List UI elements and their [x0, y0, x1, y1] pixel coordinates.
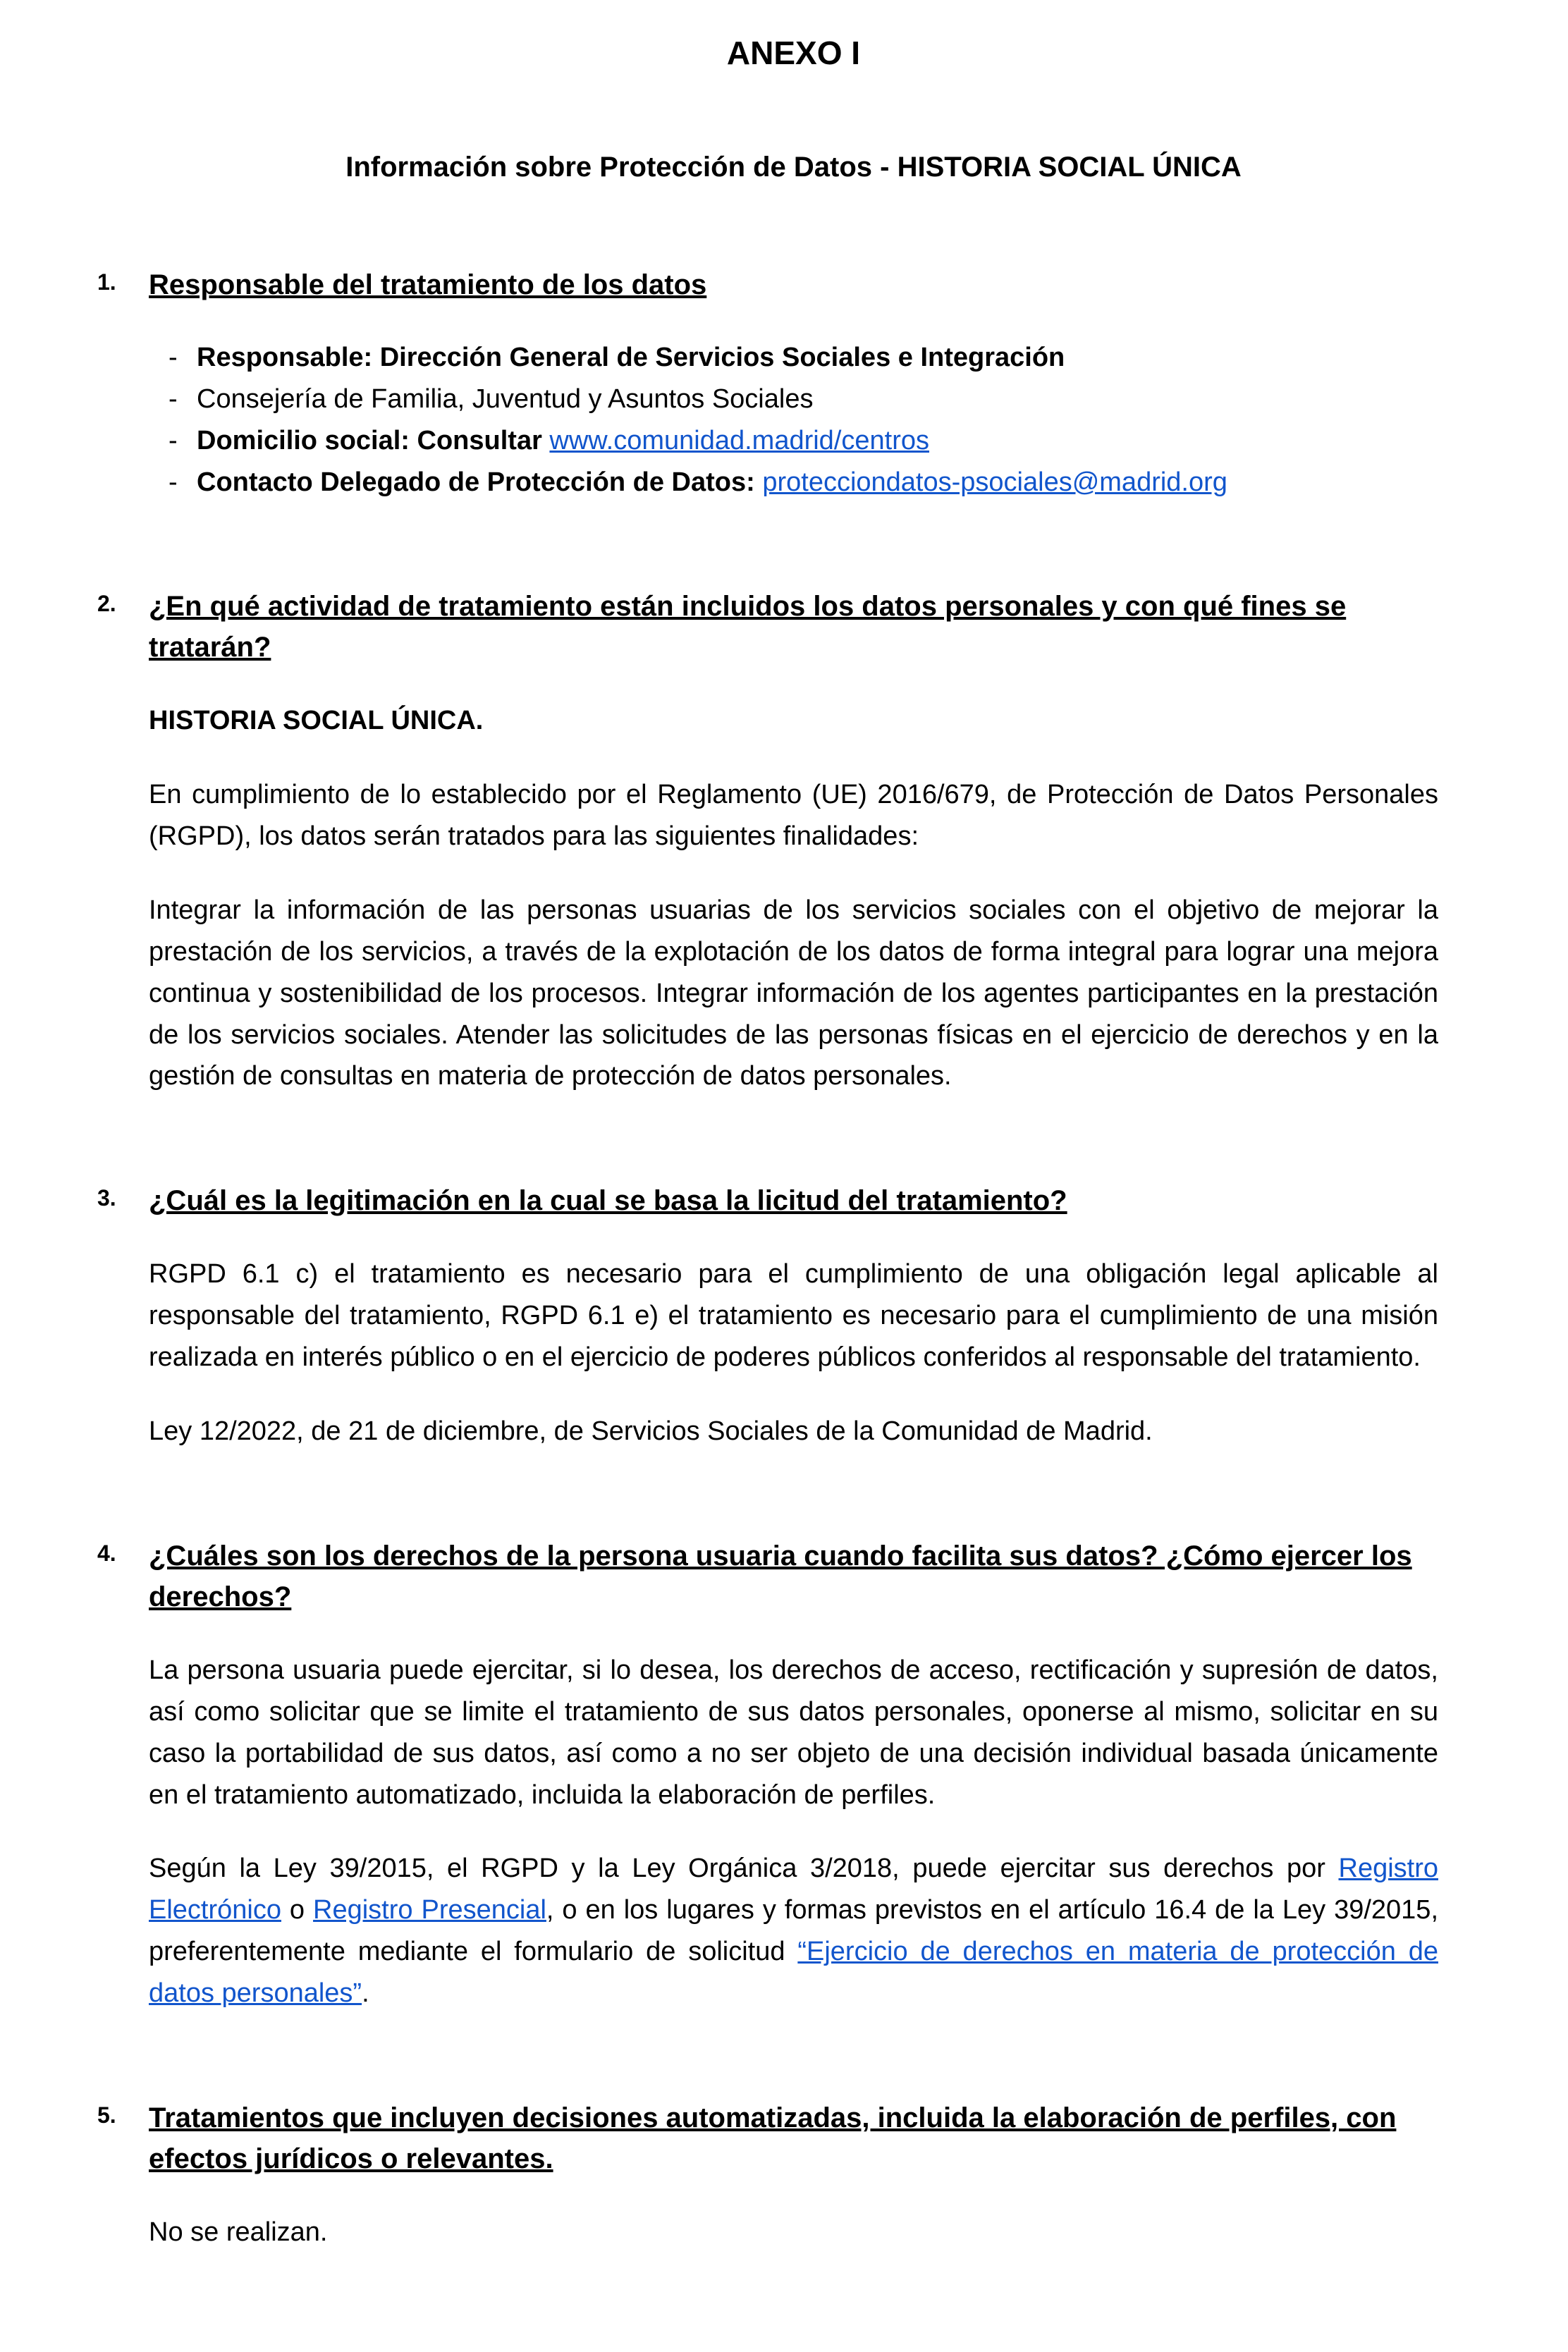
dash-bullet: - [169, 426, 178, 456]
paragraph-no-se-realizan: No se realizan. [149, 2217, 328, 2247]
rights-text-4: . [362, 1978, 369, 2009]
dash-bullet: - [169, 384, 178, 415]
section-2-number: 2. [97, 591, 116, 617]
section-5-number: 5. [97, 2102, 116, 2128]
registro-presencial-link[interactable]: Registro Presencial [313, 1895, 546, 1925]
document-title: ANEXO I [726, 35, 861, 71]
section-2-heading: ¿En qué actividad de tratamiento están incluidos los datos personales y con qué fines se tratarán? [149, 591, 1347, 663]
dpd-email-link[interactable]: protecciondatos-psociales@madrid.org [762, 467, 1227, 498]
comunidad-madrid-centros-link[interactable]: www.comunidad.madrid/centros [549, 426, 929, 456]
responsable-text: Responsable: Dirección General de Servicios Sociales e Integración [197, 343, 1065, 373]
paragraph-ley-12-2022: Ley 12/2022, de 21 de diciembre, de Servicios Sociales de la Comunidad de Madrid. [149, 1416, 1153, 1446]
registro-electronico-link[interactable]: Registro Electrónico [149, 1854, 1438, 1925]
consejeria-text: Consejería de Familia, Juventud y Asuntos Sociales [197, 384, 814, 415]
section-4-heading: ¿Cuáles son los derechos de la persona usuaria cuando facilita sus datos? ¿Cómo ejercer los derechos? [149, 1540, 1412, 1612]
paragraph-finalidades: Integrar la información de las personas usuarias de los servicios sociales con el objetivo de mejorar la prestación de los servicios, a través de la explotación de los datos de forma integral para lograr una mejora continua y sostenibilidad de los procesos. Integrar información de los agentes participantes en la prestación de los servicios sociales. Atender las solicitudes de las personas físicas en el ejercicio de derechos y en la gestión de consultas en materia de protección de datos personales. [149, 895, 1438, 1091]
dash-bullet: - [169, 343, 178, 373]
section-derechos [97, 1536, 1438, 2014]
section-3-heading: ¿Cuál es la legitimación en la cual se basa la licitud del tratamiento? [149, 1185, 1067, 1217]
rights-text-1: Según la Ley 39/2015, el RGPD y la Ley Orgánica 3/2018, puede ejercitar sus derechos por [149, 1854, 1339, 1884]
rights-text-3: , o en los lugares y formas previstos en el artículo 16.4 de la Ley 39/2015, preferentemente mediante el formulario de solicitud [149, 1895, 1438, 1967]
list-item-responsable [169, 338, 1438, 378]
section-legitimacion [97, 1180, 1438, 1452]
list-item-consejeria [169, 379, 1438, 419]
historia-social-unica-lead: HISTORIA SOCIAL ÚNICA. [149, 706, 484, 736]
list-item-domicilio [169, 421, 1438, 461]
section-responsable [97, 264, 1438, 503]
paragraph-ejercicio-derechos [149, 1848, 1438, 2014]
contacto-dpd-label: Contacto Delegado de Protección de Datos: [197, 467, 763, 498]
section-5-heading: Tratamientos que incluyen decisiones automatizadas, incluida la elaboración de perfiles, con efectos jurídicos o relevantes. [149, 2102, 1397, 2174]
responsable-list [149, 338, 1438, 503]
section-decisiones-automatizadas [97, 2097, 1438, 2253]
section-actividad-tratamiento [97, 586, 1438, 1097]
paragraph-derechos-persona: La persona usuaria puede ejercitar, si lo desea, los derechos de acceso, rectificación y supresión de datos, así como solicitar que se limite el tratamiento de sus datos personales, oponerse al mismo, solicitar en su caso la portabilidad de sus datos, así como a no ser objeto de una decisión individual basada únicamente en el tratamiento automatizado, incluida la elaboración de perfiles. [149, 1655, 1438, 1810]
document-subtitle: Información sobre Protección de Datos - HISTORIA SOCIAL ÚNICA [345, 152, 1242, 183]
section-4-number: 4. [97, 1540, 116, 1566]
section-3-number: 3. [97, 1185, 116, 1211]
domicilio-label: Domicilio social: Consultar [197, 426, 550, 456]
ejercicio-derechos-formulario-link[interactable]: “Ejercicio de derechos en materia de protección de datos personales” [149, 1937, 1438, 2009]
section-1-number: 1. [97, 269, 116, 295]
rights-text-2: o [281, 1895, 314, 1925]
dash-bullet: - [169, 467, 178, 498]
list-item-contacto-dpd [169, 463, 1438, 503]
section-1-heading: Responsable del tratamiento de los datos [149, 269, 707, 301]
paragraph-cumplimiento: En cumplimiento de lo establecido por el Reglamento (UE) 2016/679, de Protección de Datos Personales (RGPD), los datos serán tratados para las siguientes finalidades: [149, 780, 1438, 851]
paragraph-rgpd-legitimacion: RGPD 6.1 c) el tratamiento es necesario para el cumplimiento de una obligación legal aplicable al responsable del tratamiento, RGPD 6.1 e) el tratamiento es necesario para el cumplimiento de una misión realizada en interés público o en el ejercicio de poderes públicos conferidos al responsable del tratamiento. [149, 1259, 1438, 1373]
